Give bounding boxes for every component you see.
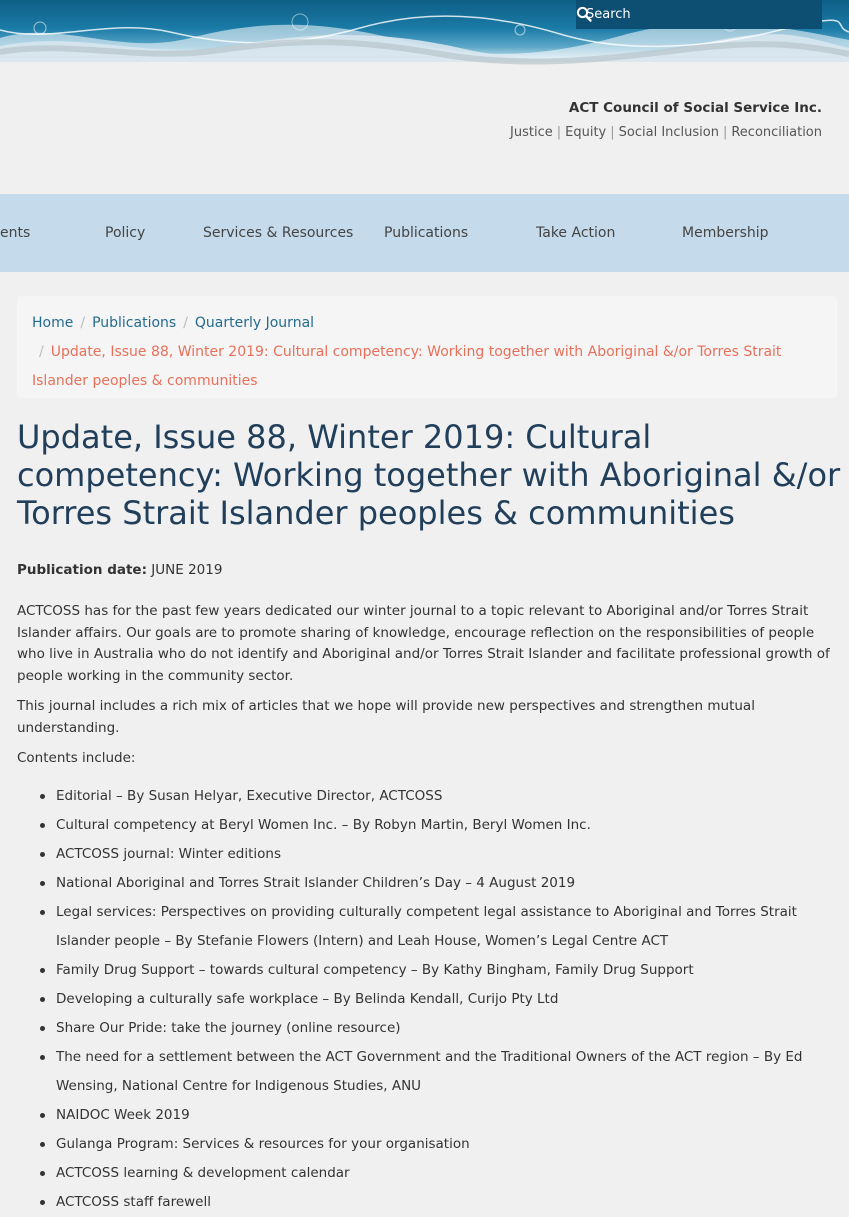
main-nav (0, 194, 849, 272)
list-item: NAIDOC Week 2019 (56, 1101, 836, 1130)
list-item: Legal services: Perspectives on providing culturally competent legal assistance to Aboriginal and Torres Strait Islander people – By Stefanie Flowers (Intern) and Leah House, Women’s Legal Centre ACT (56, 898, 836, 956)
search-input[interactable] (586, 7, 786, 22)
summary-paragraph: This journal includes a rich mix of articles that we hope will provide new perspectives and strengthen mutual understanding. (17, 698, 755, 736)
list-item: ACTCOSS journal: Winter editions (56, 840, 836, 869)
intro-paragraph: ACTCOSS has for the past few years dedicated our winter journal to a topic relevant to Aboriginal and/or Torres Strait Islander affairs. Our goals are to promote sharing of knowledge, encourage reflection on the responsibilities of people who live in Australia who do not identify and Aboriginal and/or Torres Strait Islander and facilitate professional growth of people working in the community sector. (17, 603, 830, 684)
list-item: Developing a culturally safe workplace – By Belinda Kendall, Curijo Pty Ltd (56, 985, 836, 1014)
tagline-justice: Justice (510, 125, 553, 140)
contents-list (56, 782, 836, 1217)
list-item: Gulanga Program: Services & resources for your organisation (56, 1130, 836, 1159)
publication-date-label: Publication date: (17, 562, 147, 578)
breadcrumb-current: Update, Issue 88, Winter 2019: Cultural competency: Working together with Aboriginal &/or Torres Strait Islander peoples & communities (32, 344, 782, 389)
header-banner (0, 0, 849, 62)
search-box[interactable] (576, 0, 822, 29)
list-item: National Aboriginal and Torres Strait Islander Children’s Day – 4 August 2019 (56, 869, 836, 898)
page-title: Update, Issue 88, Winter 2019: Cultural competency: Working together with Aboriginal &/or Torres Strait Islander peoples & communities (17, 418, 841, 532)
nav-item-take-action[interactable]: Take Action (536, 225, 616, 241)
org-tagline: Justice | Equity | Social Inclusion | Reconciliation (510, 125, 822, 140)
list-item: Family Drug Support – towards cultural competency – By Kathy Bingham, Family Drug Support (56, 956, 836, 985)
breadcrumb-publications[interactable]: Publications (92, 315, 177, 331)
tagline-equity: Equity (565, 125, 607, 140)
publication-date-value: JUNE 2019 (151, 562, 223, 578)
breadcrumb-quarterly-journal[interactable]: Quarterly Journal (194, 315, 315, 331)
nav-item-membership[interactable]: Membership (682, 225, 769, 241)
search-icon[interactable] (576, 6, 592, 22)
publication-date (17, 562, 222, 578)
list-item: Editorial – By Susan Helyar, Executive Director, ACTCOSS (56, 782, 836, 811)
org-name: ACT Council of Social Service Inc. (568, 100, 822, 116)
nav-item-events[interactable]: ents (0, 225, 31, 241)
tagline-reconciliation: Reconciliation (731, 125, 822, 140)
list-item: The need for a settlement between the ACT Government and the Traditional Owners of the ACT region – By Ed Wensing, National Centre for Indigenous Studies, ANU (56, 1043, 836, 1101)
breadcrumb-home[interactable]: Home (32, 315, 74, 331)
tagline-social-inclusion: Social Inclusion (618, 125, 719, 140)
list-item: Cultural competency at Beryl Women Inc. – By Robyn Martin, Beryl Women Inc. (56, 811, 836, 840)
nav-item-policy[interactable]: Policy (105, 225, 146, 241)
list-item: ACTCOSS learning & development calendar (56, 1159, 836, 1188)
list-item: ACTCOSS staff farewell (56, 1188, 836, 1217)
nav-item-publications[interactable]: Publications (384, 225, 469, 241)
nav-item-services-resources[interactable]: Services & Resources (203, 225, 354, 241)
contents-intro: Contents include: (17, 750, 136, 766)
org-block (510, 100, 822, 140)
breadcrumb: Home / Publications / Quarterly Journal / Update, Issue 88, Winter 2019: Cultural competency: Working together with Aboriginal &/or Torres Strait Islander peoples & communities (17, 296, 837, 398)
list-item: Share Our Pride: take the journey (online resource) (56, 1014, 836, 1043)
